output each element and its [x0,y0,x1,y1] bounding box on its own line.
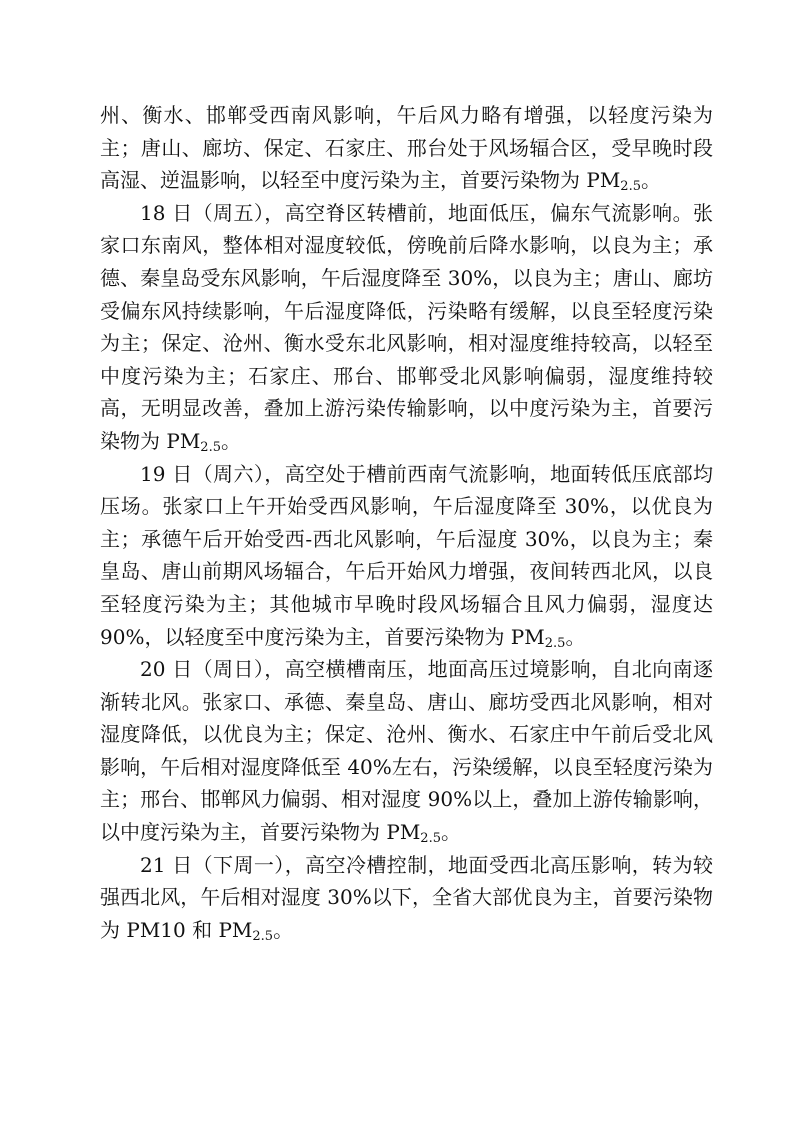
pm-subscript: 2.5 [200,439,221,455]
paragraph-continuation [100,99,713,197]
pm-subscript: 2.5 [544,635,566,651]
paragraph-day-19 [100,458,713,654]
pm-subscript: 2.5 [420,831,441,847]
paragraph-day-21 [100,849,713,947]
pm-subscript: 2.5 [620,179,641,195]
paragraph-end: 。 [440,820,461,845]
pm-subscript: 2.5 [252,928,274,944]
paragraph-end: 。 [640,168,661,193]
paragraph-text: 州、衡水、邯郸受西南风影响，午后风力略有增强，以轻度污染为主；唐山、廊坊、保定、石家庄、邢台处于风场辐合区，受早晚时段高湿、逆温影响，以轻至中度污染为主，首要污染物为 PM [100,103,713,193]
paragraph-text: 18 日（周五），高空脊区转槽前，地面低压，偏东气流影响。张家口东南风，整体相对湿度较低，傍晚前后降水影响，以良为主；承德、秦皇岛受东风影响，午后湿度降至 30%，以良为主；唐山、廊坊受偏东风持续影响，午后湿度降低，污染略有缓解，以良至轻度污染为主；保定、沧州、衡水受东北风影响，相对湿度维持较高，以轻至中度污染为主；石家庄、邢台、邯郸受北风影响偏弱，湿度维持较高，无明显改善，叠加上游污染传输影响，以中度污染为主，首要污染物为 PM [100,200,713,453]
paragraph-end: 。 [273,917,294,942]
paragraph-end: 。 [565,624,586,649]
paragraph-end: 。 [220,428,241,453]
paragraph-text: 21 日（下周一），高空冷槽控制，地面受西北高压影响，转为较强西北风，午后相对湿度 30%以下，全省大部优良为主，首要污染物为 PM10 和 PM [100,852,713,942]
paragraph-text: 19 日（周六），高空处于槽前西南气流影响，地面转低压底部均压场。张家口上午开始受西风影响，午后湿度降至 30%，以优良为主；承德午后开始受西-西北风影响，午后湿度 30%，以良为主；秦皇岛、唐山前期风场辐合，午后开始风力增强，夜间转西北风，以良至轻度污染为主；其他城市早晚时段风场辐合且风力偏弱，湿度达 90%，以轻度至中度污染为主，首要污染物为 PM [100,461,713,649]
body-text [100,99,713,946]
paragraph-day-20 [100,653,713,849]
paragraph-text: 20 日（周日），高空横槽南压，地面高压过境影响，自北向南逐渐转北风。张家口、承德、秦皇岛、唐山、廊坊受西北风影响，相对湿度降低，以优良为主；保定、沧州、衡水、石家庄中午前后受北风影响，午后相对湿度降低至 40%左右，污染缓解，以良至轻度污染为主；邢台、邯郸风力偏弱、相对湿度 90%以上，叠加上游传输影响，以中度污染为主，首要污染物为 PM [100,657,713,845]
paragraph-day-18 [100,197,713,458]
